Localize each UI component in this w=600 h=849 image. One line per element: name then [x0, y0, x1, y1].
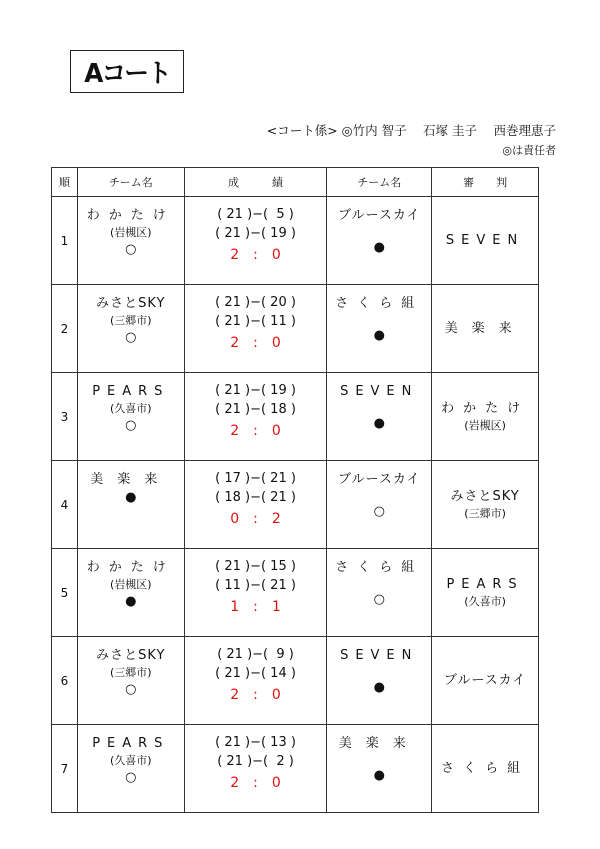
match-order: 5 — [52, 549, 78, 637]
opponent-cell — [327, 285, 432, 373]
game-2-score: ( 21 )−( 18 ) — [215, 402, 296, 417]
header-row — [52, 168, 539, 197]
referee-name: SEVEN — [445, 232, 525, 248]
referee-cell — [432, 285, 539, 373]
team-cell — [77, 725, 184, 813]
referee-cell — [432, 461, 539, 549]
opponent-result-mark: ○ — [373, 592, 385, 607]
opponent-result-mark: ● — [373, 768, 385, 783]
score-cell — [184, 637, 327, 725]
match-result: 2 : 0 — [230, 247, 281, 263]
game-1-score: ( 21 )−( 19 ) — [215, 383, 296, 398]
team-area: (岩槻区) — [110, 226, 152, 239]
game-2-score: ( 21 )−( 14 ) — [215, 666, 296, 681]
opponent-name: ブルースカイ — [338, 472, 421, 487]
team-cell — [77, 373, 184, 461]
match-row — [52, 285, 539, 373]
match-result: 2 : 0 — [230, 423, 281, 439]
referee-cell — [432, 373, 539, 461]
match-table — [51, 167, 539, 813]
game-2-score: ( 11 )−( 21 ) — [215, 578, 296, 593]
referee-cell — [432, 549, 539, 637]
team-cell — [77, 285, 184, 373]
opponent-name: さくら組 — [335, 560, 424, 575]
team-result-mark: ○ — [125, 242, 137, 257]
team-result-mark: ○ — [125, 418, 137, 433]
referee-name: 美楽来 — [444, 320, 526, 336]
team-cell — [77, 197, 184, 285]
game-1-score: ( 21 )−( 9 ) — [217, 647, 294, 662]
referee-name: わかたけ — [441, 400, 530, 416]
referee-area: (久喜市) — [464, 594, 506, 608]
opponent-name: SEVEN — [340, 384, 419, 399]
score-cell — [184, 461, 327, 549]
header-opponent: チーム名 — [327, 168, 432, 197]
opponent-result-mark: ● — [373, 328, 385, 343]
team-cell — [77, 549, 184, 637]
team-name: 美楽来 — [90, 472, 172, 487]
game-1-score: ( 21 )−( 5 ) — [217, 207, 294, 222]
match-result: 1 : 1 — [230, 599, 281, 615]
match-order: 6 — [52, 637, 78, 725]
header-team: チーム名 — [77, 168, 184, 197]
opponent-name: SEVEN — [340, 648, 419, 663]
referee-area: (三郷市) — [464, 506, 506, 520]
header-score: 成 績 — [184, 168, 327, 197]
opponent-cell — [327, 197, 432, 285]
match-order: 2 — [52, 285, 78, 373]
opponent-cell — [327, 725, 432, 813]
game-1-score: ( 21 )−( 13 ) — [215, 735, 296, 750]
match-row — [52, 549, 539, 637]
referee-name: みさとSKY — [450, 488, 520, 504]
score-cell — [184, 197, 327, 285]
score-cell — [184, 285, 327, 373]
referee-cell — [432, 197, 539, 285]
team-result-mark: ○ — [125, 682, 137, 697]
game-2-score: ( 21 )−( 19 ) — [215, 226, 296, 241]
opponent-name: 美楽来 — [338, 736, 420, 751]
referee-name: PEARS — [446, 576, 524, 592]
referee-cell — [432, 637, 539, 725]
team-name: わかたけ — [86, 560, 175, 575]
match-order: 1 — [52, 197, 78, 285]
opponent-cell — [327, 549, 432, 637]
game-1-score: ( 21 )−( 20 ) — [215, 295, 296, 310]
team-result-mark: ○ — [125, 330, 137, 345]
referee-name: ブルースカイ — [443, 672, 527, 688]
referee-name: さくら組 — [441, 760, 530, 776]
match-result: 2 : 0 — [230, 775, 281, 791]
game-2-score: ( 21 )−( 2 ) — [217, 754, 294, 769]
header-referee: 審 判 — [432, 168, 539, 197]
team-cell — [77, 461, 184, 549]
match-row — [52, 197, 539, 285]
team-name: PEARS — [92, 736, 170, 751]
opponent-cell — [327, 637, 432, 725]
opponent-result-mark: ● — [373, 416, 385, 431]
score-cell — [184, 373, 327, 461]
team-area: (三郷市) — [110, 314, 152, 327]
team-name: PEARS — [92, 384, 170, 399]
score-cell — [184, 549, 327, 637]
match-row — [52, 373, 539, 461]
court-staff: <コート係> ◎竹内 智子 石塚 圭子 西巻理恵子 — [266, 123, 556, 138]
team-cell — [77, 637, 184, 725]
match-order: 4 — [52, 461, 78, 549]
game-2-score: ( 21 )−( 11 ) — [215, 314, 296, 329]
team-name: みさとSKY — [96, 296, 166, 311]
staff-note: ◎は責任者 — [502, 144, 556, 157]
team-area: (久喜市) — [110, 402, 152, 415]
referee-area: (岩槻区) — [464, 418, 506, 432]
game-1-score: ( 17 )−( 21 ) — [215, 471, 296, 486]
court-logo-text: Aコート — [84, 59, 170, 89]
team-result-mark: ○ — [125, 770, 137, 785]
team-area: (久喜市) — [110, 754, 152, 767]
team-name: みさとSKY — [96, 648, 166, 663]
match-order: 3 — [52, 373, 78, 461]
opponent-result-mark: ○ — [373, 504, 385, 519]
match-result: 2 : 0 — [230, 687, 281, 703]
match-result: 2 : 0 — [230, 335, 281, 351]
opponent-name: ブルースカイ — [338, 208, 421, 223]
game-2-score: ( 18 )−( 21 ) — [215, 490, 296, 505]
team-area: (三郷市) — [110, 666, 152, 679]
team-result-mark: ● — [125, 594, 137, 609]
match-result: 0 : 2 — [230, 511, 281, 527]
game-1-score: ( 21 )−( 15 ) — [215, 559, 296, 574]
match-order: 7 — [52, 725, 78, 813]
header-order: 順 — [52, 168, 78, 197]
opponent-cell — [327, 461, 432, 549]
opponent-result-mark: ● — [373, 680, 385, 695]
referee-cell — [432, 725, 539, 813]
team-area: (岩槻区) — [110, 578, 152, 591]
team-result-mark: ● — [125, 490, 137, 505]
opponent-name: さくら組 — [335, 296, 424, 311]
opponent-cell — [327, 373, 432, 461]
match-row — [52, 461, 539, 549]
match-row — [52, 637, 539, 725]
match-row — [52, 725, 539, 813]
opponent-result-mark: ● — [373, 240, 385, 255]
team-name: わかたけ — [86, 208, 175, 223]
court-logo — [70, 50, 184, 93]
score-cell — [184, 725, 327, 813]
